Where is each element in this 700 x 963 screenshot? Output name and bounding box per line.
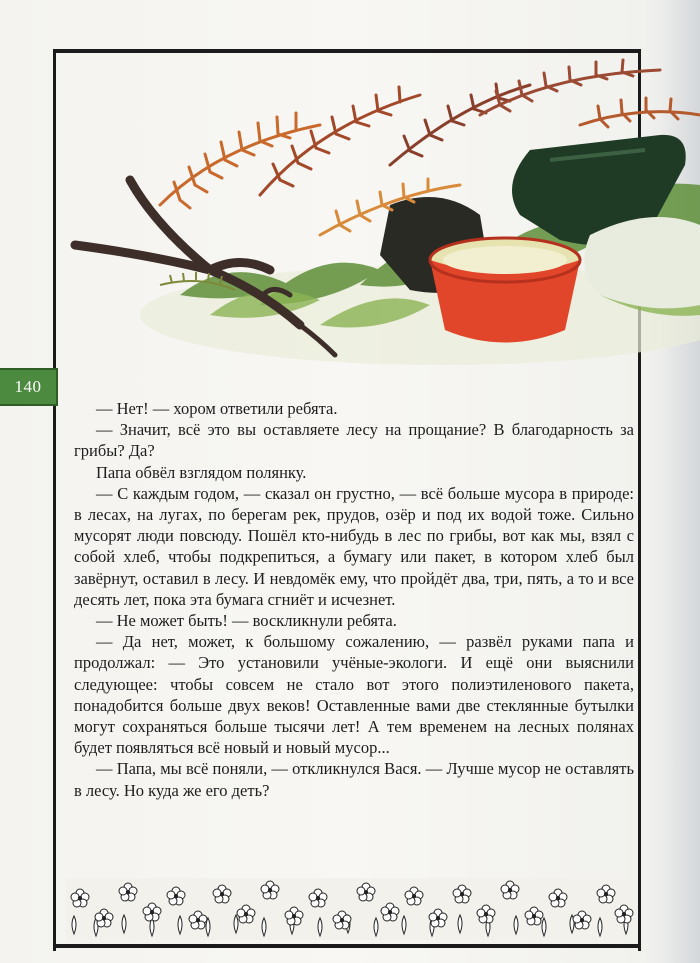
frame-bottom-border	[53, 944, 641, 948]
paragraph: — Да нет, может, к большому сожалению, — развёл руками папа и продолжал: — Это установили учёные-экологи. И ещё они выяснили следующее: чтобы совсем не стало вот этого полиэтиленового пакета, понадобится больше двух веков! Оставленные вами две стеклянные бутылки могут сохраняться больше тысячи лет! А тем временем на лесных полянах будет появляться всё новый и новый мусор...	[74, 632, 634, 758]
page-number-tab	[0, 368, 58, 406]
paragraph: — Значит, всё это вы оставляете лесу на прощание? В благодарность за грибы? Да?	[74, 420, 634, 461]
frame-left-border	[53, 49, 56, 951]
paragraph: — Папа, мы всё поняли, — откликнулся Вася. — Лучше мусор не оставлять в лесу. Но куда же его деть?	[74, 759, 634, 800]
frame-top-border	[53, 49, 641, 53]
page-number: 140	[14, 377, 42, 396]
paragraph: Папа обвёл взглядом полянку.	[96, 462, 307, 482]
forest-litter-illustration	[60, 55, 700, 375]
paragraph: — Не может быть! — воскликнули ребята.	[96, 611, 397, 631]
paragraph: — С каждым годом, — сказал он грустно, — всё больше мусора в природе: в лесах, на лугах, по берегам рек, прудов, озёр и под их водой тоже. Сильно мусорят люди повсюду. Пошёл кто-нибудь в лес по грибы, вот как мы, взял с собой хлеб, чтобы подкрепиться, а бумагу или пакет, в котором хлеб был завёрнут, оставил в лесу. И невдомёк ему, что пройдёт два, три, пять, а то и все десять лет, пока эта бумага сгниёт и исчезнет.	[74, 483, 634, 609]
paragraph: — Нет! — хором ответили ребята.	[96, 399, 338, 418]
story-text	[74, 398, 634, 801]
flower-border-ornament	[66, 878, 634, 940]
